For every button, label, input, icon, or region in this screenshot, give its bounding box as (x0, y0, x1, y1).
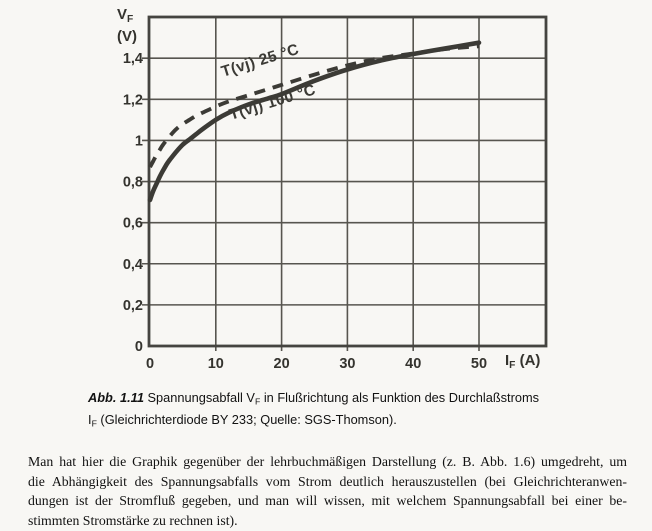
svg-text:50: 50 (470, 356, 488, 372)
svg-text:30: 30 (339, 356, 356, 372)
body-paragraph (28, 452, 627, 530)
y-axis-label: $V_F$ (V) (117, 6, 137, 45)
svg-text:0,8: 0,8 (122, 174, 143, 191)
svg-text:1,4: 1,4 (122, 51, 143, 68)
series-label-100c: T(vj) 100 °C (227, 81, 318, 124)
series-label-25c: T(vj) 25 °C (219, 40, 302, 81)
svg-text:0,6: 0,6 (122, 215, 143, 232)
svg-text:1: 1 (134, 133, 143, 150)
paragraph-line: stimmten Stromstärke zu rechnen ist). (28, 512, 238, 528)
paragraph-line: Man hat hier die Graphik gegenüber der lehrbuchmäßigen Darstellung (z. B. Abb. 1.6) umgedreht, um (28, 454, 627, 469)
svg-text:0,2: 0,2 (122, 297, 143, 314)
svg-text:20: 20 (273, 356, 290, 372)
svg-text:0: 0 (145, 356, 155, 372)
figure-number: Abb. 1.11 (88, 390, 144, 405)
svg-text:0,4: 0,4 (122, 256, 143, 273)
svg-text:10: 10 (207, 356, 224, 372)
paragraph-line: die Abhängigkeit des Spannungsabfalls vom Strom deutlich herauszustellen (bei Gleichrichteranwen- (28, 473, 627, 489)
svg-text:1,2: 1,2 (122, 92, 143, 109)
figure-caption: Abb. 1.11 Spannungsabfall $V_F$ in Flußrichtung als Funktion des Durchlaßstroms $I_F$ (Gleichrichterdiode BY 233; Quelle: SGS-Thomson). (88, 390, 540, 429)
svg-text:0: 0 (134, 339, 143, 355)
x-axis-label: $I_F$ (A) (505, 352, 541, 371)
paragraph-line: dungen ist der Stromfluß gegeben, und man will wissen, mit welchem Spannungsabfall bei einer be- (28, 493, 627, 508)
svg-text:40: 40 (405, 356, 422, 372)
